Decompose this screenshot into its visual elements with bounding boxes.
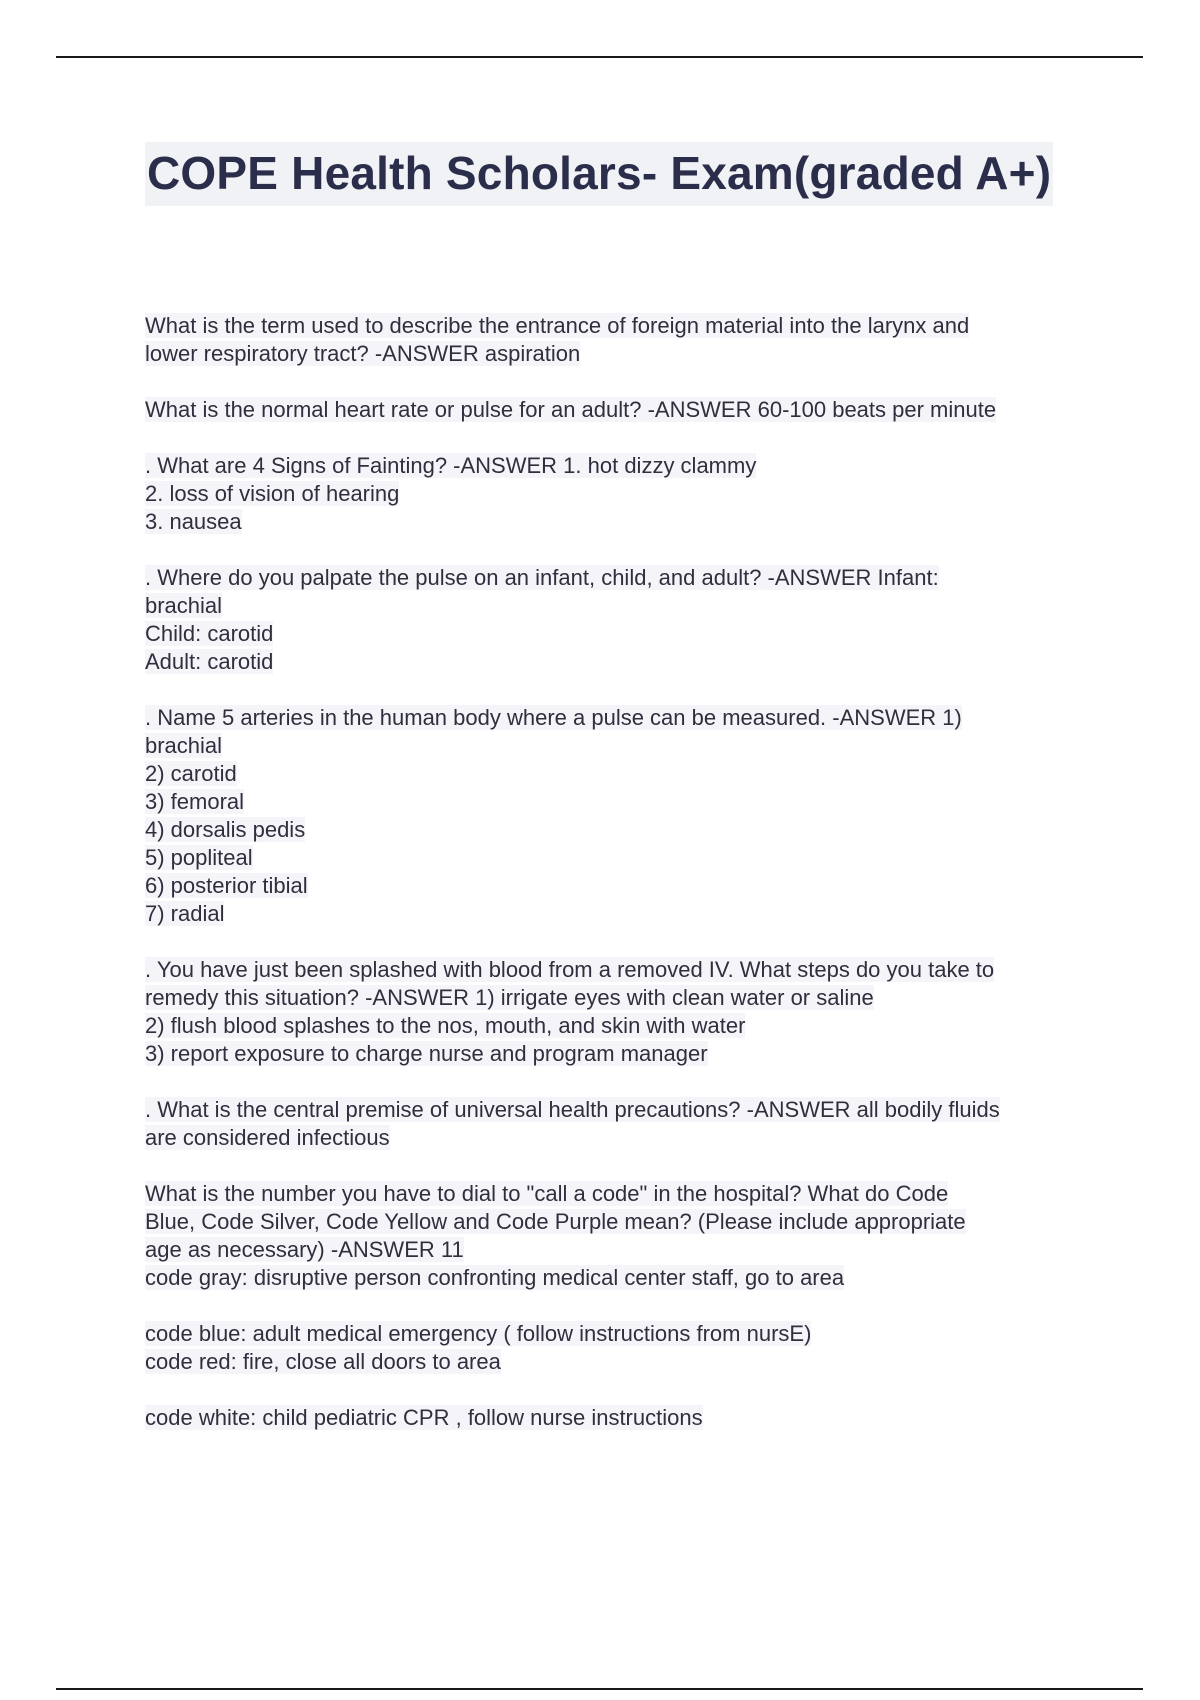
qa-block <box>145 704 1085 928</box>
text-line: are considered infectious <box>145 1125 390 1150</box>
bottom-rule <box>56 1688 1143 1690</box>
text-line: . Where do you palpate the pulse on an infant, child, and adult? -ANSWER Infant: <box>145 565 939 590</box>
text-line: . What are 4 Signs of Fainting? -ANSWER 1. hot dizzy clammy <box>145 453 757 478</box>
text-line: Child: carotid <box>145 621 274 646</box>
text-line: 6) posterior tibial <box>145 873 308 898</box>
text-line: code red: fire, close all doors to area <box>145 1349 501 1374</box>
text-line: lower respiratory tract? -ANSWER aspiration <box>145 341 581 366</box>
text-line: 2. loss of vision of hearing <box>145 481 400 506</box>
text-line: 2) carotid <box>145 761 237 786</box>
text-line: What is the number you have to dial to "call a code" in the hospital? What do Code <box>145 1181 949 1206</box>
qa-block <box>145 956 1085 1068</box>
text-line: remedy this situation? -ANSWER 1) irrigate eyes with clean water or saline <box>145 985 874 1010</box>
text-line: . What is the central premise of universal health precautions? -ANSWER all bodily fluids <box>145 1097 1000 1122</box>
document-title: COPE Health Scholars- Exam(graded A+) <box>145 142 1053 206</box>
text-line: age as necessary) -ANSWER 11 <box>145 1237 464 1262</box>
text-line: 7) radial <box>145 901 225 926</box>
text-line: brachial <box>145 593 223 618</box>
text-line: What is the term used to describe the entrance of foreign material into the larynx and <box>145 313 970 338</box>
qa-block <box>145 452 1085 536</box>
text-line: 3) femoral <box>145 789 245 814</box>
text-line: Blue, Code Silver, Code Yellow and Code Purple mean? (Please include appropriate <box>145 1209 966 1234</box>
text-line: 3. nausea <box>145 509 242 534</box>
text-line: 4) dorsalis pedis <box>145 817 306 842</box>
text-line: code gray: disruptive person confronting medical center staff, go to area <box>145 1265 845 1290</box>
qa-block <box>145 564 1085 676</box>
text-line: Adult: carotid <box>145 649 274 674</box>
qa-block <box>145 1180 1085 1292</box>
text-line: . Name 5 arteries in the human body where a pulse can be measured. -ANSWER 1) <box>145 705 962 730</box>
text-line: 5) popliteal <box>145 845 253 870</box>
text-line: brachial <box>145 733 223 758</box>
qa-block <box>145 396 1085 424</box>
text-line: . You have just been splashed with blood from a removed IV. What steps do you take to <box>145 957 995 982</box>
top-rule <box>56 56 1143 58</box>
qa-block <box>145 312 1085 368</box>
text-line: code blue: adult medical emergency ( follow instructions from nursE) <box>145 1321 812 1346</box>
document-body <box>145 312 1085 1460</box>
text-line: 2) flush blood splashes to the nos, mouth, and skin with water <box>145 1013 746 1038</box>
text-line: code white: child pediatric CPR , follow nurse instructions <box>145 1405 703 1430</box>
qa-block <box>145 1320 1085 1376</box>
text-line: 3) report exposure to charge nurse and program manager <box>145 1041 708 1066</box>
qa-block <box>145 1096 1085 1152</box>
text-line: What is the normal heart rate or pulse for an adult? -ANSWER 60-100 beats per minute <box>145 397 997 422</box>
qa-block <box>145 1404 1085 1432</box>
